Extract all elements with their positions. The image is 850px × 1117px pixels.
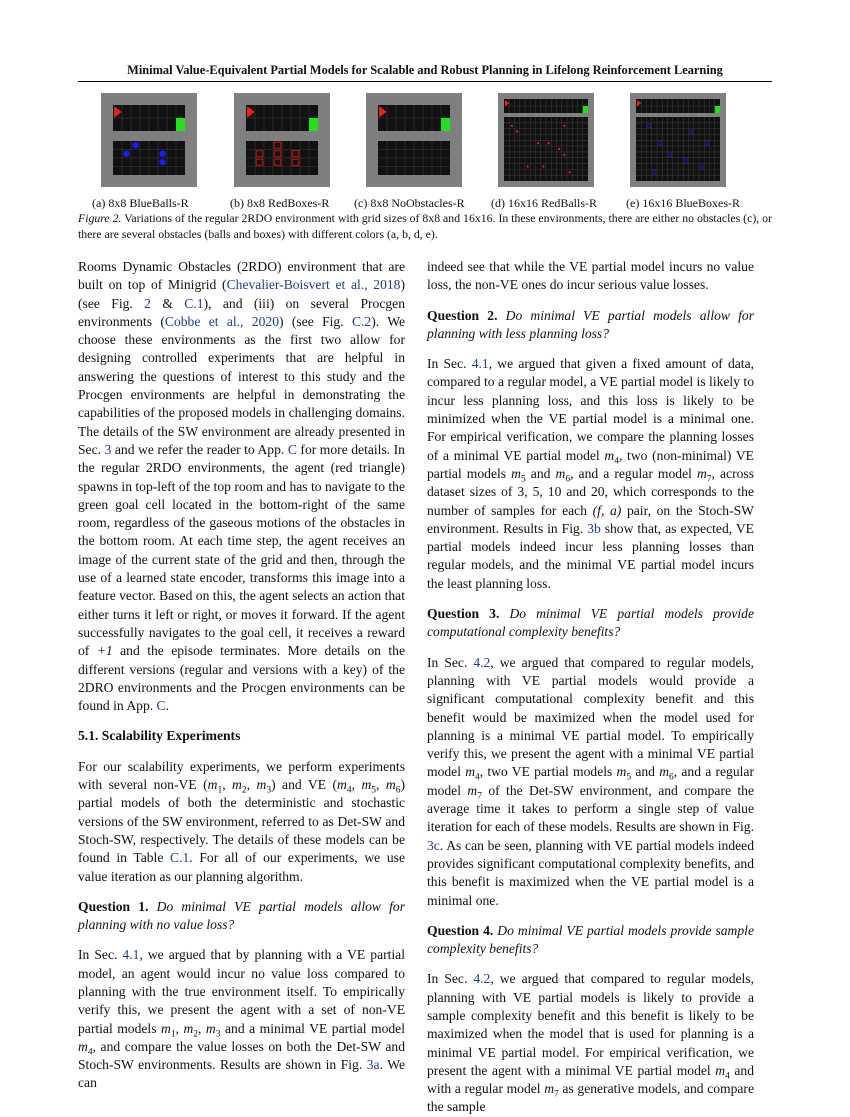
panel-blueboxes-16x16 xyxy=(630,93,726,187)
goal-cell xyxy=(715,106,720,113)
fig-ref-link[interactable]: 3a xyxy=(366,1057,380,1073)
ball-obstacle xyxy=(563,125,565,127)
fig-ref-link[interactable]: C.1 xyxy=(184,295,204,311)
fig-ref-link[interactable]: 3c xyxy=(427,837,440,853)
question-2: Question 2. Do minimal VE partial models allow for planning with less planning loss? xyxy=(427,307,754,341)
caption-text: Variations of the regular 2RDO environment with grid sizes of 8x8 and 16x16. In these environments, there are either no obstacles (c), or there are several obstacles (balls and boxes) with different colors (a, b, d, e). xyxy=(78,211,772,241)
question-1: Question 1. Do minimal VE partial models allow for planning with no value loss? xyxy=(78,898,405,933)
figure-2 xyxy=(78,93,772,193)
right-column xyxy=(427,258,754,1117)
ball-obstacle xyxy=(568,171,570,173)
grid-16x16-d xyxy=(504,99,588,181)
goal-cell xyxy=(309,118,318,131)
panel-bluebal ls-8x8 xyxy=(101,93,197,187)
ball-obstacle xyxy=(558,148,560,150)
sec-ref-link[interactable]: 4.1 xyxy=(122,947,140,963)
question-4: Question 4. Do minimal VE partial models provide sample complexity benefits? xyxy=(427,922,754,957)
caption-lead: Figure 2. xyxy=(78,211,122,225)
ball-obstacle xyxy=(132,142,138,148)
ball-obstacle xyxy=(537,142,539,144)
sec-ref-link[interactable]: 3 xyxy=(104,441,112,457)
subcaption-a: (a) 8x8 BlueBalls-R xyxy=(92,196,189,210)
answer-2-paragraph: In Sec. 4.1, we argued that given a fixed amount of data, compared to a regular model, a VE partial model is likely to incur less planning loss, and this loss is likely to be minimized when the VE partial model is a minimal one. For empirical verification, we compare the planning losses of a minimal VE partial model $m_4$, two (non-minimal) VE partial models $m_5$ and $m_6$, and a regular model $m_7$, across dataset sizes of 3, 5, 10 and 20, which corresponds to the number of samples for each (f, a) pair, on the Stoch-SW environment. Results in Fig. 3b show that, as expected, VE partial models indeed incur less planning losses than regular models, and the minimal VE partial model incurs the least planning loss. xyxy=(427,356,754,591)
citation-link[interactable]: Chevalier-Boisvert et al., 2018 xyxy=(226,277,401,293)
panel-redballs-16x16 xyxy=(498,93,594,187)
app-ref-link[interactable]: C xyxy=(156,698,166,714)
continued-paragraph: indeed see that while the VE partial model incurs no value loss, the non-VE ones do incur serious value losses. xyxy=(427,259,754,293)
ball-obstacle xyxy=(159,151,165,157)
citation-link[interactable]: Cobbe et al., 2020 xyxy=(164,313,279,329)
ball-obstacle xyxy=(526,165,528,167)
goal-cell xyxy=(441,118,450,131)
sec-ref-link[interactable]: 4.2 xyxy=(473,654,491,670)
fig-ref-link[interactable]: 2 xyxy=(144,295,151,311)
section-title: 5.1. Scalability Experiments xyxy=(78,728,241,744)
question-3: Question 3. Do minimal VE partial models provide computational complexity benefits? xyxy=(427,606,754,640)
goal-cell xyxy=(583,106,588,113)
fig-ref-link[interactable]: 3b xyxy=(587,520,601,536)
ball-obstacle xyxy=(159,159,165,165)
fig-ref-link[interactable]: C.2 xyxy=(351,313,372,329)
goal-cell xyxy=(176,118,185,131)
panel-redboxes-8x8 xyxy=(234,93,330,187)
ball-obstacle xyxy=(516,130,518,132)
sec-ref-link[interactable]: 4.1 xyxy=(471,356,489,372)
ball-obstacle xyxy=(547,142,549,144)
answer-4-paragraph: In Sec. 4.2, we argued that compared to regular models, planning with VE partial models is likely to provide a sample complexity benefit and this benefit is likely to be maximized when the model that is used for planning is a minimal VE partial model. For empirical verification, we present the agent with a minimal VE partial model $m_4$ and with a regular model $m_7$ as generative models, and compare the sample xyxy=(427,971,754,1115)
scalability-paragraph: For our scalability experiments, we perform experiments with several non-VE ($m_1$, $m_2$, $m_3$) and VE ($m_4$, $m_5$, $m_6$) partial models of both the deterministic and stochastic versions of the SW environment, referred to as Det-SW and Stoch-SW, respectively. The details of these models can be found in Table C.1. For all of our experiments, we use value iteration as our planning algorithm. xyxy=(78,758,405,884)
panel-noobstacles-8x8 xyxy=(366,93,462,187)
ball-obstacle xyxy=(563,154,565,156)
figure-caption xyxy=(78,210,772,242)
left-column xyxy=(78,258,405,1093)
ball-obstacle xyxy=(542,165,544,167)
grid-16x16-e xyxy=(636,99,720,181)
subcaption-e: (e) 16x16 BlueBoxes-R xyxy=(626,196,740,210)
subcaption-b: (b) 8x8 RedBoxes-R xyxy=(230,196,330,210)
running-title: Minimal Value-Equivalent Partial Models for Scalable and Robust Planning in Lifelong Reinforcement Learning xyxy=(78,63,772,82)
intro-paragraph: Rooms Dynamic Obstacles (2RDO) environment that are built on top of Minigrid (Chevalier-Boisvert et al., 2018) (see Fig. 2 & C.1), and (iii) on several Procgen environments (Cobbe et al., 2020) (see Fig. C.2). We choose these environments as the first two allow for designing controlled experiments that are helpful in answering the questions of interest to this study and the Procgen environments are helpful in demonstrating the capabilities of the proposed models in challenging domains. The details of the SW environment are already presented in Sec. 3 and we refer the reader to App. C for more details. In the regular 2RDO environments, the agent (red triangle) spawns in top-left of the top room and has to navigate to the green goal cell located in the bottom-right of the same room, regardless of the gaseous motions of the obstacles in the bottom room. At each time step, the agent receives an image of the current state of the grid and then, through the use of a learned state encoder, transforms this image into a feature vector. Based on this, the agent selects an action that either turns it left or right, or moves it forward. If the agent successfully navigates to the goal cell, it receives a reward of +1 and the episode terminates. More details on the different versions (regular and versions with a key) of the 2DRO environments and the Procgen environments can be found in App. C. xyxy=(78,259,406,714)
subcaption-c: (c) 8x8 NoObstacles-R xyxy=(354,196,465,210)
table-ref-link[interactable]: C.1 xyxy=(170,850,190,866)
ball-obstacle xyxy=(123,151,129,157)
subcaption-d: (d) 16x16 RedBalls-R xyxy=(491,196,597,210)
answer-3-paragraph: In Sec. 4.2, we argued that compared to regular models, planning with VE partial models would provide a significant computational complexity benefit and this benefit would be maximized when the model used for planning is a minimal VE partial model. To empirically verify this, we present the agent with a minimal VE partial model $m_4$, two VE partial models $m_5$ and $m_6$, and a regular model $m_7$ of the Det-SW environment, and compare the average time it takes to perform a single step of value iteration for each of these models. Results are shown in Fig. 3c. As can be seen, planning with VE partial models indeed provides significant computational complexity benefits, and this benefit is maximized when the VE partial model is a minimal one. xyxy=(427,654,754,908)
ball-obstacle xyxy=(511,125,513,127)
app-ref-link[interactable]: C xyxy=(287,441,297,457)
sec-ref-link[interactable]: 4.2 xyxy=(473,971,491,987)
answer-1-paragraph: In Sec. 4.1, we argued that by planning with a VE partial model, an agent would incur no value loss compared to planning with the true environment itself. To empirically verify this, we present the agent with a set of non-VE partial models $m_1$, $m_2$, $m_3$ and a minimal VE partial model $m_4$, and compare the value losses on both the Det-SW and Stoch-SW environments. Results are shown in Fig. 3a. We can xyxy=(78,947,405,1091)
